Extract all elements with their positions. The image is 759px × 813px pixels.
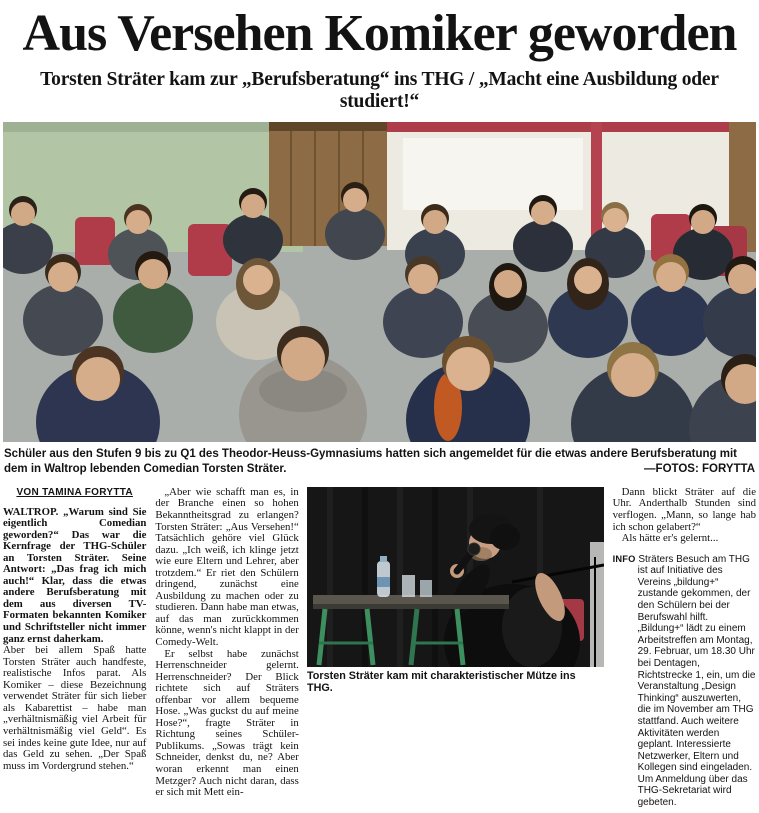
page-title: Aus Versehen Komiker geworden (22, 5, 737, 62)
main-photo-caption (4, 447, 755, 477)
caption-text: Schüler aus den Stufen 9 bis zu Q1 des Theodor-Heuss-Gymnasiums hatten sich angemeldet für die etwas andere Berufsberatung mit dem in Waltrop lebenden Comedian Torsten Sträter. (4, 448, 737, 475)
main-photo (3, 122, 756, 442)
paragraph: „Aber wie schafft man es, in der Branche einen so hohen Bekanntheitsgrad zu erlangen? Torsten Sträter: „Aus Versehen!“ Tatsächlich gehöre viel Glück dazu. „Ich weiß, ich klinge jetzt wie eure Eltern und Lehrer, aber trotzdem.“ Er riet den Schülern dringend, zunächst eine Ausbildung zu machen oder zu studieren. Dann habe man etwas, auf das man zurückkommen könne, wenn's nicht klappt in der Comedy-Welt. (155, 486, 299, 648)
article-subtitle: Torsten Sträter kam zur „Berufsberatung“ ins THG / „Macht eine Ausbildung oder studiert!“ (40, 69, 719, 112)
column-1 (3, 487, 146, 809)
column-2 (155, 487, 298, 809)
dateline: WALTROP. (3, 505, 59, 518)
article-body (3, 487, 756, 813)
paragraph: Dann blickt Sträter auf die Uhr. Anderthalb Stunden sind verflogen. „Mann, so lange hab ich schon gelabert?“ (612, 486, 756, 533)
paragraph: Aber bei allem Spaß hatte Torsten Sträter auch handfeste, realistische Infos parat. Als Komiker – diese Bezeichnung verwendet Sträter für sich lieber als Kabarettist – habe man „verhältnismäßig viel Arbeit für verhältnismäßig viel Geld“. Es sei indes keine gute Idee, nur auf das Geld zu sehen. „Der Spaß muss im Vordergrund stehen.“ (3, 644, 147, 772)
paragraph: Als hätte er's gelernt... (621, 532, 719, 545)
main-photo-illustration (3, 122, 756, 442)
byline: VON TAMINA FORYTTA (16, 486, 133, 498)
inline-photo (307, 487, 604, 694)
inline-photo-illustration (307, 487, 604, 667)
paragraph: Er selbst habe zunächst Herrenschneider gelernt. Herrenschneider? Der Blick richtete sich auf Sträters offenbar vor allem bequeme Hose. „Was guckst du auf meine Hose?“, fragte Sträter in Richtung seines Schüler-Publikums. „Sowas trägt kein Schneider, denkst du, ne? Aber woran erkennt man einen Metzger? Auch nicht daran, dass er sich mit Mett ein- (155, 647, 299, 799)
info-text: Sträters Besuch am THG ist auf Initiative des Vereins „bildung+“ zustande gekommen, der den Schülern bei der Berufswahl hilft. „Bildung+“ lädt zu einem Arbeitstreffen am Montag, 29. Februar, um 18.30 Uhr bei Dentagen, Richtstrecke 1, ein, um die Veranstaltung „Design Thinking“ auszuwerten, die im November am THG stattfand. Auch weitere Aktivitäten werden geplant. Interessierte Netzwerker, Eltern und Kollegen sind eingeladen. Um Anmeldung über das THG-Sekretariat wird gebeten. (635, 553, 756, 809)
column-5 (613, 487, 756, 809)
info-label: INFO (612, 553, 636, 564)
lead-paragraph: WALTROP. „Warum sind Sie eigentlich Comedian geworden?“ Das war die Kernfrage der THG-Schüler an Torsten Sträter. Seine Antwort: „Das frag ich mich auch!“ Klar, dass die etwas andere Berufsberatung mit dem aus diversen TV-Formaten bekannten Komiker und Schriftsteller nicht immer ganz ernst daherkam. (3, 505, 147, 645)
photo-credit: —FOTOS: FORYTTA (638, 462, 755, 477)
info-box (613, 554, 756, 809)
inline-photo-caption: Torsten Sträter kam mit charakteristischer Mütze ins THG. (307, 669, 576, 694)
